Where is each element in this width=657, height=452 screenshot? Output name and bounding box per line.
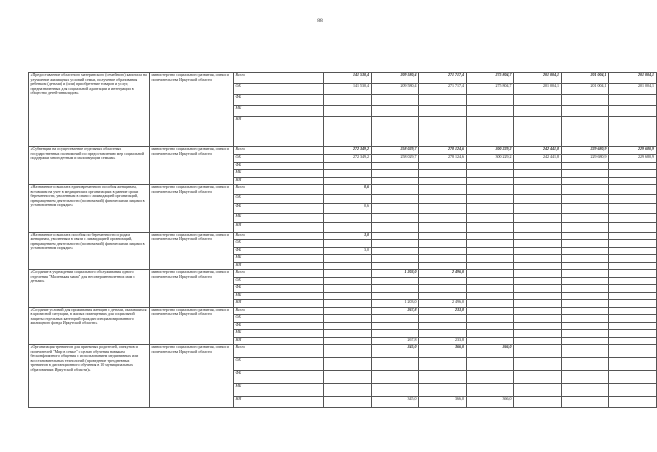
funding-source: Всего — [234, 232, 324, 240]
amount-cell — [466, 223, 514, 233]
amount-cell — [609, 170, 657, 178]
funding-source: ФБ — [234, 247, 324, 255]
funding-source: Всего — [234, 345, 324, 358]
measure-description: «Создание условий для проживания женщин с детьми, оказавшихся в кризисной ситуации, в жилых помещениях для социальной защиты отдельных категорий граждан специализированного жилищного фонда Иркутской области» — [29, 307, 150, 345]
funding-source: Всего — [234, 147, 324, 155]
amount-cell — [466, 285, 514, 293]
measure-responsible: министерство социального развития, опеки и попечительства Иркутской области — [150, 232, 234, 270]
amount-cell — [419, 170, 467, 178]
amount-cell: 141 530,4 — [324, 84, 372, 95]
amount-cell: 272 349,2 — [324, 147, 372, 155]
amount-cell — [561, 194, 609, 204]
funding-source: МБ — [234, 330, 324, 338]
amount-cell — [561, 345, 609, 358]
amount-cell — [514, 247, 562, 255]
funding-source: ФБ — [234, 95, 324, 106]
amount-cell — [466, 232, 514, 240]
amount-cell — [514, 330, 562, 338]
funding-source: ИИ — [234, 397, 324, 408]
amount-cell — [609, 358, 657, 371]
amount-cell — [609, 185, 657, 195]
measure-responsible: министерство социального развития, опеки и попечительства Иркутской области — [150, 73, 234, 147]
amount-cell — [371, 106, 419, 117]
funding-source: ИИ — [234, 262, 324, 270]
amount-cell — [466, 315, 514, 323]
amount-cell — [514, 240, 562, 248]
amount-cell — [419, 240, 467, 248]
amount-cell — [609, 223, 657, 233]
amount-cell: 345,0 — [371, 345, 419, 358]
amount-cell — [609, 262, 657, 270]
amount-cell — [609, 397, 657, 408]
measure-description: «Назначение и выплата пособия по беременности и родам женщинам, уволенным в связи с ликвидацией организаций, прекращением деятельности (полномочий) физическими лицами в установленном порядке» — [29, 232, 150, 270]
amount-cell: 278 124,6 — [419, 155, 467, 163]
amount-cell: 0,6 — [324, 185, 372, 195]
amount-cell — [371, 255, 419, 263]
amount-cell — [466, 247, 514, 255]
amount-cell — [561, 337, 609, 345]
amount-cell — [561, 162, 609, 170]
measure-description: «Субвенции на осуществление отдельных областных государственных полномочий по предоставлению мер социальной поддержки многодетным и малоимущим семьям» — [29, 147, 150, 185]
funding-source: ИИ — [234, 337, 324, 345]
amount-cell — [609, 204, 657, 214]
amount-cell — [514, 345, 562, 358]
amount-cell — [419, 277, 467, 285]
amount-cell — [609, 330, 657, 338]
measure-description: «Назначение и выплата единовременного пособия женщинам, вставшим на учет в медицинских организациях в ранние сроки беременности, уволенным в связи с ликвидацией организаций, прекращением деятельности (полномочий) физическими лицами в установленном порядке» — [29, 185, 150, 233]
amount-cell: 258 029,7 — [371, 147, 419, 155]
amount-cell — [371, 371, 419, 384]
amount-cell — [324, 262, 372, 270]
amount-cell — [419, 232, 467, 240]
amount-cell — [419, 285, 467, 293]
amount-cell — [466, 106, 514, 117]
amount-cell: 271 717,4 — [419, 73, 467, 84]
amount-cell: 267,8 — [371, 307, 419, 315]
funding-source: ФБ — [234, 285, 324, 293]
funding-source: ОБ — [234, 277, 324, 285]
amount-cell — [466, 300, 514, 308]
amount-cell: 209 580,4 — [371, 73, 419, 84]
amount-cell: 300 229,2 — [466, 147, 514, 155]
funding-source: ИИ — [234, 223, 324, 233]
amount-cell — [561, 277, 609, 285]
amount-cell — [466, 371, 514, 384]
amount-cell — [561, 384, 609, 397]
measure-responsible: министерство социального развития, опеки и попечительства Иркутской области — [150, 307, 234, 345]
amount-cell: 201 004,1 — [514, 73, 562, 84]
funding-source: Всего — [234, 73, 324, 84]
amount-cell — [466, 177, 514, 185]
measure-responsible: министерство социального развития, опеки и попечительства Иркутской области — [150, 345, 234, 408]
amount-cell — [324, 384, 372, 397]
table-row — [29, 185, 657, 195]
amount-cell — [419, 330, 467, 338]
table-row — [29, 73, 657, 84]
amount-cell — [609, 240, 657, 248]
amount-cell — [514, 223, 562, 233]
amount-cell — [419, 194, 467, 204]
amount-cell — [561, 292, 609, 300]
amount-cell — [466, 307, 514, 315]
amount-cell — [609, 177, 657, 185]
amount-cell — [466, 292, 514, 300]
amount-cell — [561, 300, 609, 308]
amount-cell: 2 496,0 — [419, 270, 467, 278]
amount-cell: 275 804,7 — [466, 73, 514, 84]
funding-source: ОБ — [234, 358, 324, 371]
amount-cell — [324, 322, 372, 330]
amount-cell — [324, 337, 372, 345]
amount-cell — [514, 194, 562, 204]
amount-cell — [609, 194, 657, 204]
amount-cell — [324, 162, 372, 170]
budget-table-body — [29, 73, 657, 408]
amount-cell — [466, 262, 514, 270]
funding-source: ФБ — [234, 162, 324, 170]
amount-cell — [609, 307, 657, 315]
amount-cell — [561, 185, 609, 195]
amount-cell — [514, 117, 562, 147]
amount-cell: 229 680,9 — [561, 147, 609, 155]
amount-cell — [561, 247, 609, 255]
amount-cell — [609, 277, 657, 285]
amount-cell: 1 203,0 — [371, 270, 419, 278]
amount-cell — [466, 358, 514, 371]
amount-cell: 345,0 — [371, 397, 419, 408]
amount-cell — [466, 384, 514, 397]
amount-cell — [514, 300, 562, 308]
measure-responsible: министерство социального развития, опеки и попечительства Иркутской области — [150, 270, 234, 308]
measure-description: «Предоставление областного материнского (семейного) капитала на улучшение жилищных условий семьи, получение образования ребенком (детьми) и (или) приобретение товаров и услуг, предназначенных для социальной адаптации и интеграции в общество детей-инвалидов» — [29, 73, 150, 147]
amount-cell — [514, 322, 562, 330]
funding-source: Всего — [234, 185, 324, 195]
amount-cell — [419, 177, 467, 185]
amount-cell — [561, 106, 609, 117]
amount-cell — [419, 223, 467, 233]
amount-cell — [561, 315, 609, 323]
amount-cell — [609, 337, 657, 345]
table-row — [29, 307, 657, 315]
amount-cell — [466, 170, 514, 178]
amount-cell — [324, 277, 372, 285]
funding-source: ИИ — [234, 117, 324, 147]
amount-cell — [561, 177, 609, 185]
amount-cell: 0,6 — [324, 204, 372, 214]
amount-cell — [371, 223, 419, 233]
amount-cell: 258 029,7 — [371, 155, 419, 163]
amount-cell — [514, 384, 562, 397]
amount-cell — [466, 194, 514, 204]
amount-cell — [371, 322, 419, 330]
amount-cell — [514, 397, 562, 408]
amount-cell — [371, 177, 419, 185]
amount-cell: 271 717,4 — [419, 84, 467, 95]
amount-cell — [514, 262, 562, 270]
amount-cell — [324, 315, 372, 323]
amount-cell — [371, 232, 419, 240]
amount-cell — [609, 255, 657, 263]
amount-cell — [609, 270, 657, 278]
amount-cell — [324, 358, 372, 371]
amount-cell — [324, 170, 372, 178]
amount-cell — [561, 170, 609, 178]
funding-source: ФБ — [234, 371, 324, 384]
amount-cell — [561, 285, 609, 293]
amount-cell: 366,0 — [466, 397, 514, 408]
amount-cell — [466, 185, 514, 195]
amount-cell — [419, 204, 467, 214]
amount-cell — [466, 95, 514, 106]
amount-cell — [324, 371, 372, 384]
amount-cell: 242 441,8 — [514, 147, 562, 155]
amount-cell — [514, 95, 562, 106]
amount-cell: 233,8 — [419, 337, 467, 345]
amount-cell — [371, 170, 419, 178]
amount-cell — [514, 277, 562, 285]
amount-cell — [561, 307, 609, 315]
amount-cell: 233,8 — [419, 307, 467, 315]
amount-cell — [419, 95, 467, 106]
amount-cell — [514, 315, 562, 323]
amount-cell — [371, 194, 419, 204]
amount-cell — [324, 95, 372, 106]
amount-cell — [561, 371, 609, 384]
amount-cell — [324, 330, 372, 338]
amount-cell: 201 004,1 — [514, 84, 562, 95]
amount-cell — [419, 162, 467, 170]
amount-cell — [371, 213, 419, 223]
amount-cell — [371, 204, 419, 214]
amount-cell — [514, 292, 562, 300]
amount-cell — [371, 240, 419, 248]
amount-cell — [371, 315, 419, 323]
amount-cell — [324, 117, 372, 147]
funding-source: ИИ — [234, 177, 324, 185]
amount-cell: 201 004,1 — [609, 84, 657, 95]
amount-cell — [609, 213, 657, 223]
amount-cell — [514, 232, 562, 240]
amount-cell — [371, 277, 419, 285]
amount-cell — [561, 397, 609, 408]
amount-cell — [466, 330, 514, 338]
measure-description: «Создание в учреждении социального обслуживания одного отделения "Маленькая мама" для несовершеннолетних мам с детьми» — [29, 270, 150, 308]
amount-cell — [609, 345, 657, 358]
amount-cell — [561, 322, 609, 330]
amount-cell — [324, 270, 372, 278]
amount-cell — [419, 213, 467, 223]
amount-cell — [609, 162, 657, 170]
funding-source: ИИ — [234, 300, 324, 308]
amount-cell — [419, 315, 467, 323]
amount-cell — [371, 247, 419, 255]
funding-source: МБ — [234, 213, 324, 223]
amount-cell: 366,0 — [419, 397, 467, 408]
amount-cell — [324, 397, 372, 408]
funding-source: МБ — [234, 106, 324, 117]
amount-cell — [371, 117, 419, 147]
amount-cell — [609, 232, 657, 240]
amount-cell — [561, 330, 609, 338]
amount-cell — [466, 277, 514, 285]
amount-cell — [561, 240, 609, 248]
amount-cell — [561, 270, 609, 278]
funding-source: ОБ — [234, 240, 324, 248]
amount-cell — [419, 255, 467, 263]
amount-cell — [514, 337, 562, 345]
amount-cell — [419, 358, 467, 371]
amount-cell — [466, 204, 514, 214]
amount-cell — [609, 106, 657, 117]
amount-cell — [466, 255, 514, 263]
amount-cell: 366,0 — [466, 345, 514, 358]
funding-source: МБ — [234, 170, 324, 178]
amount-cell: 3,0 — [324, 232, 372, 240]
table-row — [29, 147, 657, 155]
amount-cell — [466, 322, 514, 330]
amount-cell — [609, 117, 657, 147]
amount-cell: 201 004,1 — [561, 73, 609, 84]
amount-cell — [466, 162, 514, 170]
amount-cell — [514, 177, 562, 185]
amount-cell — [324, 240, 372, 248]
amount-cell — [561, 358, 609, 371]
amount-cell: 3,0 — [324, 247, 372, 255]
amount-cell — [371, 330, 419, 338]
amount-cell — [324, 300, 372, 308]
amount-cell — [561, 223, 609, 233]
amount-cell — [324, 292, 372, 300]
amount-cell: 141 530,4 — [324, 73, 372, 84]
amount-cell: 229 680,9 — [561, 155, 609, 163]
funding-source: МБ — [234, 292, 324, 300]
funding-source: МБ — [234, 255, 324, 263]
amount-cell — [419, 247, 467, 255]
amount-cell: 229 680,9 — [609, 147, 657, 155]
amount-cell: 242 441,8 — [514, 155, 562, 163]
amount-cell — [324, 307, 372, 315]
amount-cell — [561, 95, 609, 106]
amount-cell — [371, 384, 419, 397]
funding-source: ФБ — [234, 322, 324, 330]
amount-cell — [324, 255, 372, 263]
amount-cell — [514, 213, 562, 223]
amount-cell — [324, 213, 372, 223]
amount-cell — [561, 204, 609, 214]
amount-cell — [371, 162, 419, 170]
measure-responsible: министерство социального развития, опеки и попечительства Иркутской области — [150, 185, 234, 233]
amount-cell — [609, 371, 657, 384]
amount-cell — [514, 106, 562, 117]
amount-cell — [609, 384, 657, 397]
amount-cell — [609, 285, 657, 293]
amount-cell: 366,0 — [419, 345, 467, 358]
funding-source: ОБ — [234, 315, 324, 323]
amount-cell — [466, 240, 514, 248]
amount-cell: 278 124,6 — [419, 147, 467, 155]
measure-description: «Организация тренингов для приемных родителей, опекунов и попечителей "Мир в семье" с целью обучения навыкам бесконфликтного общения с использованием медиативных или восстановительных технологий (проведение трехдневных тренингов в дистанционного обучения в 10 муниципальных образованиях Иркутской области)» — [29, 345, 150, 408]
funding-source: Всего — [234, 270, 324, 278]
amount-cell — [466, 117, 514, 147]
amount-cell — [419, 106, 467, 117]
amount-cell — [609, 292, 657, 300]
amount-cell: 267,8 — [371, 337, 419, 345]
amount-cell — [514, 371, 562, 384]
amount-cell — [419, 322, 467, 330]
page-number: 88 — [317, 18, 323, 24]
amount-cell — [466, 213, 514, 223]
amount-cell: 201 004,1 — [609, 73, 657, 84]
table-row — [29, 345, 657, 358]
amount-cell — [419, 185, 467, 195]
amount-cell — [324, 285, 372, 293]
amount-cell — [514, 255, 562, 263]
amount-cell — [514, 162, 562, 170]
amount-cell — [514, 204, 562, 214]
amount-cell — [371, 185, 419, 195]
amount-cell: 300 229,2 — [466, 155, 514, 163]
funding-source: ФБ — [234, 204, 324, 214]
amount-cell — [371, 358, 419, 371]
funding-source: ОБ — [234, 194, 324, 204]
funding-source: МБ — [234, 384, 324, 397]
amount-cell — [561, 213, 609, 223]
measure-responsible: министерство социального развития, опеки и попечительства Иркутской области — [150, 147, 234, 185]
funding-source: Всего — [234, 307, 324, 315]
amount-cell: 1 203,0 — [371, 300, 419, 308]
amount-cell: 275 804,7 — [466, 84, 514, 95]
amount-cell — [609, 322, 657, 330]
amount-cell — [609, 315, 657, 323]
amount-cell — [561, 117, 609, 147]
budget-table — [28, 72, 657, 408]
amount-cell — [466, 270, 514, 278]
funding-source: ОБ — [234, 84, 324, 95]
amount-cell — [371, 95, 419, 106]
amount-cell — [419, 384, 467, 397]
table-row — [29, 232, 657, 240]
amount-cell — [514, 185, 562, 195]
amount-cell — [561, 232, 609, 240]
amount-cell — [514, 358, 562, 371]
amount-cell: 201 004,1 — [561, 84, 609, 95]
amount-cell — [324, 106, 372, 117]
amount-cell — [609, 300, 657, 308]
amount-cell: 272 349,2 — [324, 155, 372, 163]
amount-cell — [514, 285, 562, 293]
amount-cell: 229 680,9 — [609, 155, 657, 163]
amount-cell — [324, 223, 372, 233]
amount-cell — [371, 285, 419, 293]
amount-cell: 209 580,4 — [371, 84, 419, 95]
table-row — [29, 270, 657, 278]
amount-cell — [561, 262, 609, 270]
amount-cell — [561, 255, 609, 263]
amount-cell — [324, 345, 372, 358]
amount-cell — [419, 117, 467, 147]
amount-cell — [419, 371, 467, 384]
amount-cell — [609, 95, 657, 106]
funding-source: ОБ — [234, 155, 324, 163]
amount-cell — [514, 307, 562, 315]
amount-cell — [609, 247, 657, 255]
amount-cell — [514, 170, 562, 178]
amount-cell — [514, 270, 562, 278]
amount-cell: 2 496,0 — [419, 300, 467, 308]
